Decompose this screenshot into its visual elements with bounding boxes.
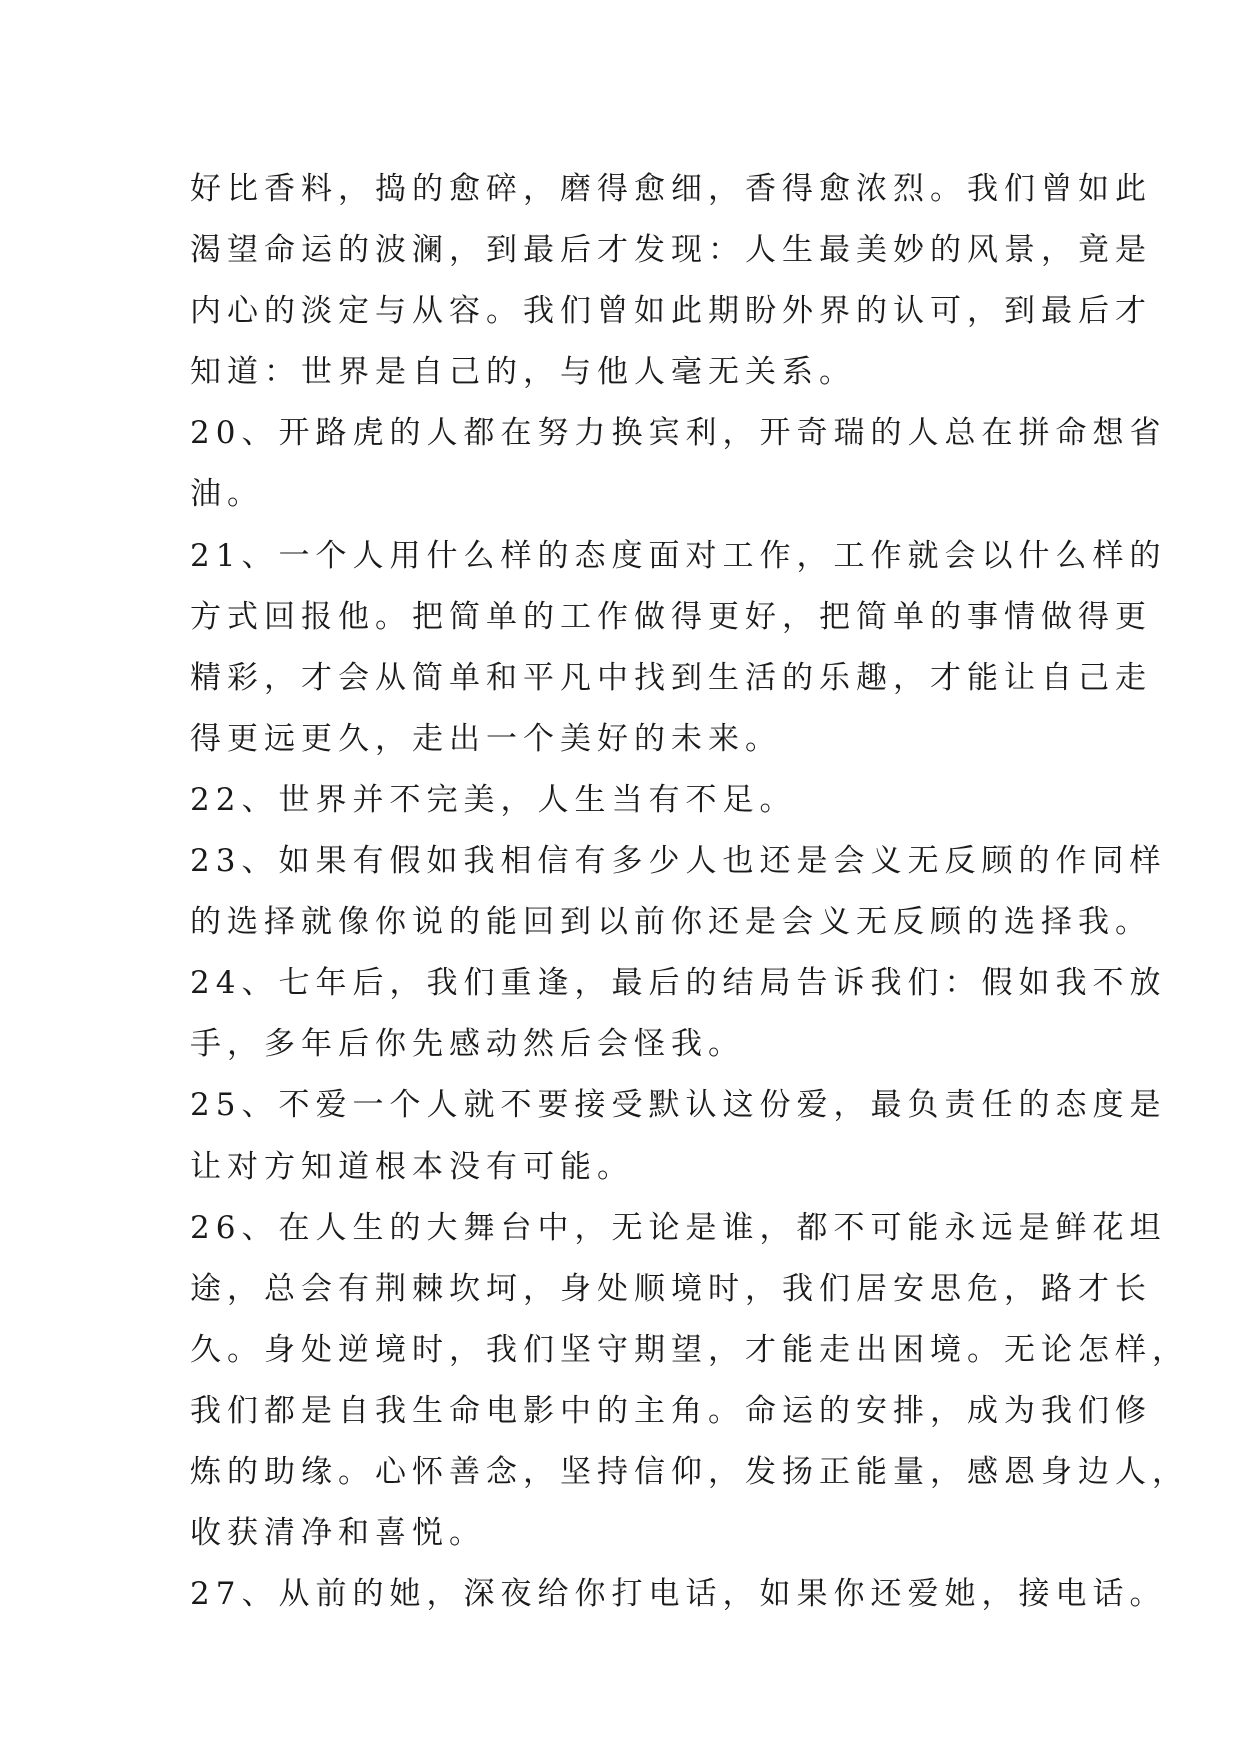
text-line: 精彩，才会从简单和平凡中找到生活的乐趣，才能让自己走 [190, 659, 1152, 696]
text-line: 我们都是自我生命电影中的主角。命运的安排，成为我们修 [190, 1392, 1152, 1429]
text-line: 途，总会有荆棘坎坷，身处顺境时，我们居安思危，路才长 [190, 1270, 1152, 1307]
text-line: 方式回报他。把简单的工作做得更好，把简单的事情做得更 [190, 598, 1152, 635]
text-line: 23、如果有假如我相信有多少人也还是会义无反顾的作同样 [190, 843, 1167, 880]
text-line: 得更远更久，走出一个美好的未来。 [190, 720, 782, 757]
text-line: 25、不爱一个人就不要接受默认这份爱，最负责任的态度是 [190, 1087, 1167, 1124]
text-line: 的选择就像你说的能回到以前你还是会义无反顾的选择我。 [190, 904, 1152, 941]
text-line: 内心的淡定与从容。我们曾如此期盼外界的认可，到最后才 [190, 293, 1152, 330]
text-line: 27、从前的她，深夜给你打电话，如果你还爱她，接电话。 [190, 1576, 1167, 1613]
text-line: 久。身处逆境时，我们坚守期望，才能走出困境。无论怎样， [190, 1331, 1189, 1368]
text-line: 好比香料，捣的愈碎，磨得愈细，香得愈浓烈。我们曾如此 [190, 171, 1152, 207]
text-line: 渴望命运的波澜，到最后才发现：人生最美妙的风景，竟是 [190, 232, 1152, 269]
text-line: 炼的助缘。心怀善念，坚持信仰，发扬正能量，感恩身边人， [190, 1453, 1189, 1490]
text-line: 手，多年后你先感动然后会怪我。 [190, 1026, 745, 1063]
text-line: 26、在人生的大舞台中，无论是谁，都不可能永远是鲜花坦 [190, 1209, 1167, 1246]
text-line: 22、世界并不完美，人生当有不足。 [190, 781, 797, 818]
text-line: 油。 [190, 476, 264, 513]
text-line: 20、开路虎的人都在努力换宾利，开奇瑞的人总在拼命想省 [190, 415, 1167, 452]
text-line: 让对方知道根本没有可能。 [190, 1148, 634, 1185]
text-line: 24、七年后，我们重逢，最后的结局告诉我们：假如我不放 [190, 965, 1167, 1002]
text-line: 知道：世界是自己的，与他人毫无关系。 [190, 354, 856, 391]
body-text [190, 159, 1189, 1625]
text-line: 收获清净和喜悦。 [190, 1515, 486, 1552]
text-line: 21、一个人用什么样的态度面对工作，工作就会以什么样的 [190, 537, 1167, 574]
